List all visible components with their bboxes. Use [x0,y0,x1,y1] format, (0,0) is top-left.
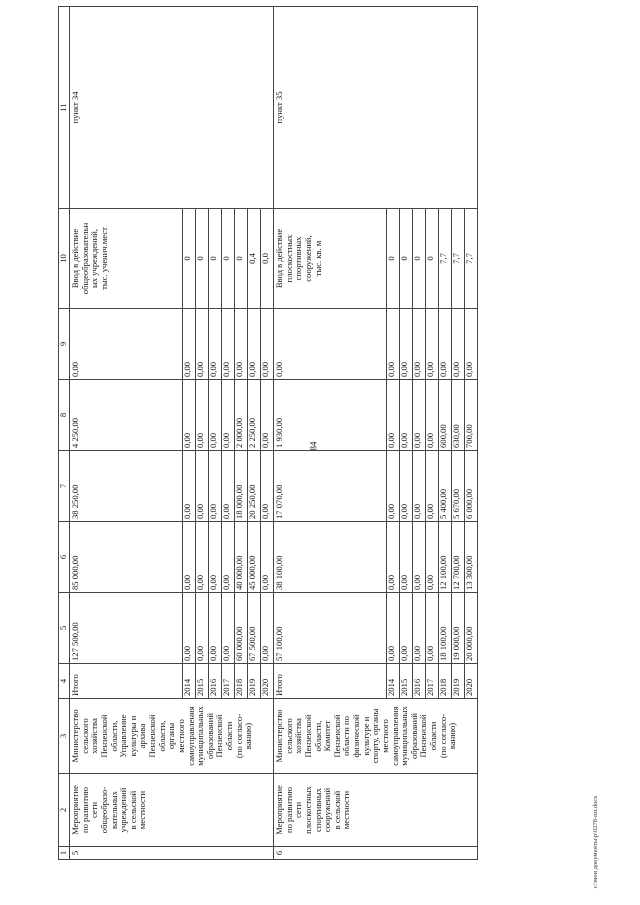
amount-cell: 0,00 [222,309,235,380]
amount-cell: 0,00 [413,522,426,593]
column-number: 10 [59,209,70,309]
amount-cell: 0,00 [426,380,439,451]
amount-cell: 1 930,00 [274,380,387,451]
amount-cell: 0,00 [413,451,426,522]
amount-cell: 0,00 [222,451,235,522]
indicator-value-cell: 0 [413,209,426,309]
column-number: 7 [59,451,70,522]
amount-cell: 127 500,00 [70,593,183,664]
amount-cell: 0,00 [387,593,400,664]
amount-cell: 0,00 [400,593,413,664]
amount-cell: 20 000,00 [465,593,478,664]
amount-cell: 18 100,00 [439,593,452,664]
amount-cell: 0,00 [183,522,196,593]
column-number: 6 [59,522,70,593]
executor-cell: Министерство сельского хозяйства Пензенской области, Комитет Пензенской области по физической культуре и спорту, органы местного самоуправления муниципальных образований Пензенской области (по согласо- ванию) [274,699,478,774]
indicator-value-cell: 0,4 [248,209,261,309]
year-cell: 2017 [426,664,439,699]
amount-cell: 0,00 [196,593,209,664]
year-cell: 2019 [248,664,261,699]
indicator-value-cell: 7,7 [439,209,452,309]
amount-cell: 0,00 [261,380,274,451]
amount-cell: 67 500,00 [248,593,261,664]
amount-cell: 0,00 [222,522,235,593]
indicator-value-cell: 0 [183,209,196,309]
amount-cell: 0,00 [413,309,426,380]
amount-cell: 0,00 [413,593,426,664]
activity-name-cell: Мероприятие по развитию сети общеобразо- вательных учреждений в сельской местности [70,774,274,847]
amount-cell: 18 000,00 [235,451,248,522]
amount-cell: 60 000,00 [235,593,248,664]
amount-cell: 0,00 [261,451,274,522]
amount-cell: 5 400,00 [439,451,452,522]
amount-cell: 20 250,00 [248,451,261,522]
amount-cell: 0,00 [400,309,413,380]
amount-cell: 45 000,00 [248,522,261,593]
indicator-value-cell: 7,7 [465,209,478,309]
amount-cell: 0,00 [413,380,426,451]
amount-cell: 0,00 [183,451,196,522]
year-cell: 2020 [261,664,274,699]
year-cell: 2020 [465,664,478,699]
executor-cell: Министерство сельского хозяйства Пензенской области, Управление культуры и архива Пензенской области, органы местного самоуправления муниципальных образований Пензенской области (по согласо- ванию) [70,699,274,774]
amount-cell: 0,00 [209,451,222,522]
indicator-value-cell: 0,0 [261,209,274,309]
column-number: 8 [59,380,70,451]
indicator-value-cell: 7,7 [452,209,465,309]
amount-cell: 2 250,00 [248,380,261,451]
amount-cell: 12 100,00 [439,522,452,593]
amount-cell: 57 100,00 [274,593,387,664]
amount-cell: 0,00 [274,309,387,380]
year-cell: Итого [70,664,183,699]
amount-cell: 0,00 [387,522,400,593]
amount-cell: 0,00 [183,380,196,451]
amount-cell: 2 000,00 [235,380,248,451]
program-activities-table [58,6,478,860]
indicator-value-cell: 0 [222,209,235,309]
amount-cell: 0,00 [248,309,261,380]
activity-total-row [274,7,387,860]
amount-cell: 0,00 [196,522,209,593]
amount-cell: 0,00 [261,522,274,593]
amount-cell: 0,00 [400,451,413,522]
row-number-cell: 6 [274,847,478,860]
amount-cell: 19 000,00 [452,593,465,664]
year-cell: 2018 [439,664,452,699]
amount-cell: 85 000,00 [70,522,183,593]
indicator-value-cell: 0 [209,209,222,309]
indicator-value-cell: 0 [387,209,400,309]
note-cell: пункт 34 [70,7,274,209]
indicator-value-cell: 0 [400,209,413,309]
activity-name-cell: Мероприятие по развитию сети плоскостных спортивных сооружений в сельской местности [274,774,478,847]
amount-cell: 0,00 [235,309,248,380]
year-cell: 2014 [387,664,400,699]
column-number-row [59,7,70,860]
amount-cell: 38 250,00 [70,451,183,522]
amount-cell: 0,00 [196,309,209,380]
amount-cell: 4 250,00 [70,380,183,451]
year-cell: 2015 [196,664,209,699]
amount-cell: 0,00 [426,309,439,380]
amount-cell: 6 000,00 [465,451,478,522]
amount-cell: 600,00 [439,380,452,451]
indicator-value-cell: 0 [196,209,209,309]
year-cell: 2016 [413,664,426,699]
indicator-value-cell: 0 [426,209,439,309]
year-cell: 2015 [400,664,413,699]
amount-cell: 0,00 [209,593,222,664]
indicator-value-cell: 0 [235,209,248,309]
row-number-cell: 5 [70,847,274,860]
amount-cell: 0,00 [196,451,209,522]
amount-cell: 0,00 [222,380,235,451]
year-cell: 2017 [222,664,235,699]
amount-cell: 40 000,00 [235,522,248,593]
amount-cell: 5 670,00 [452,451,465,522]
amount-cell: 0,00 [196,380,209,451]
column-number: 11 [59,7,70,209]
amount-cell: 0,00 [209,380,222,451]
amount-cell: 0,00 [426,451,439,522]
activity-total-row [70,7,183,860]
column-number: 2 [59,774,70,847]
note-cell: пункт 35 [274,7,478,209]
amount-cell: 0,00 [387,309,400,380]
amount-cell: 700,00 [465,380,478,451]
indicator-cell: Ввод в действие общеобразовательн ых учреждений, тыс. ученич.мест [70,209,183,309]
amount-cell: 13 300,00 [465,522,478,593]
amount-cell: 0,00 [222,593,235,664]
indicator-cell: Ввод в действие плоскостных спортивных сооружений, тыс. кв. м [274,209,387,309]
amount-cell: 0,00 [426,522,439,593]
amount-cell: 0,00 [261,593,274,664]
amount-cell: 0,00 [439,309,452,380]
column-number: 5 [59,593,70,664]
file-path-footer: c:\мои документы\р\0278-пп.docx [591,795,599,889]
amount-cell: 0,00 [426,593,439,664]
amount-cell: 38 100,00 [274,522,387,593]
column-number: 3 [59,699,70,774]
column-number: 4 [59,664,70,699]
year-cell: 2019 [452,664,465,699]
amount-cell: 0,00 [209,309,222,380]
year-cell: 2014 [183,664,196,699]
table-body [59,7,478,860]
amount-cell: 0,00 [387,380,400,451]
amount-cell: 0,00 [261,309,274,380]
amount-cell: 17 070,00 [274,451,387,522]
amount-cell: 0,00 [183,309,196,380]
year-cell: 2018 [235,664,248,699]
amount-cell: 0,00 [183,593,196,664]
year-cell: 2016 [209,664,222,699]
column-number: 1 [59,847,70,860]
amount-cell: 0,00 [465,309,478,380]
amount-cell: 12 700,00 [452,522,465,593]
amount-cell: 0,00 [400,380,413,451]
year-cell: Итого [274,664,387,699]
amount-cell: 630,00 [452,380,465,451]
amount-cell: 0,00 [400,522,413,593]
amount-cell: 0,00 [70,309,183,380]
amount-cell: 0,00 [387,451,400,522]
column-number: 9 [59,309,70,380]
amount-cell: 0,00 [452,309,465,380]
page-number: 84 [308,441,319,451]
amount-cell: 0,00 [209,522,222,593]
program-table-sheet [58,27,598,860]
